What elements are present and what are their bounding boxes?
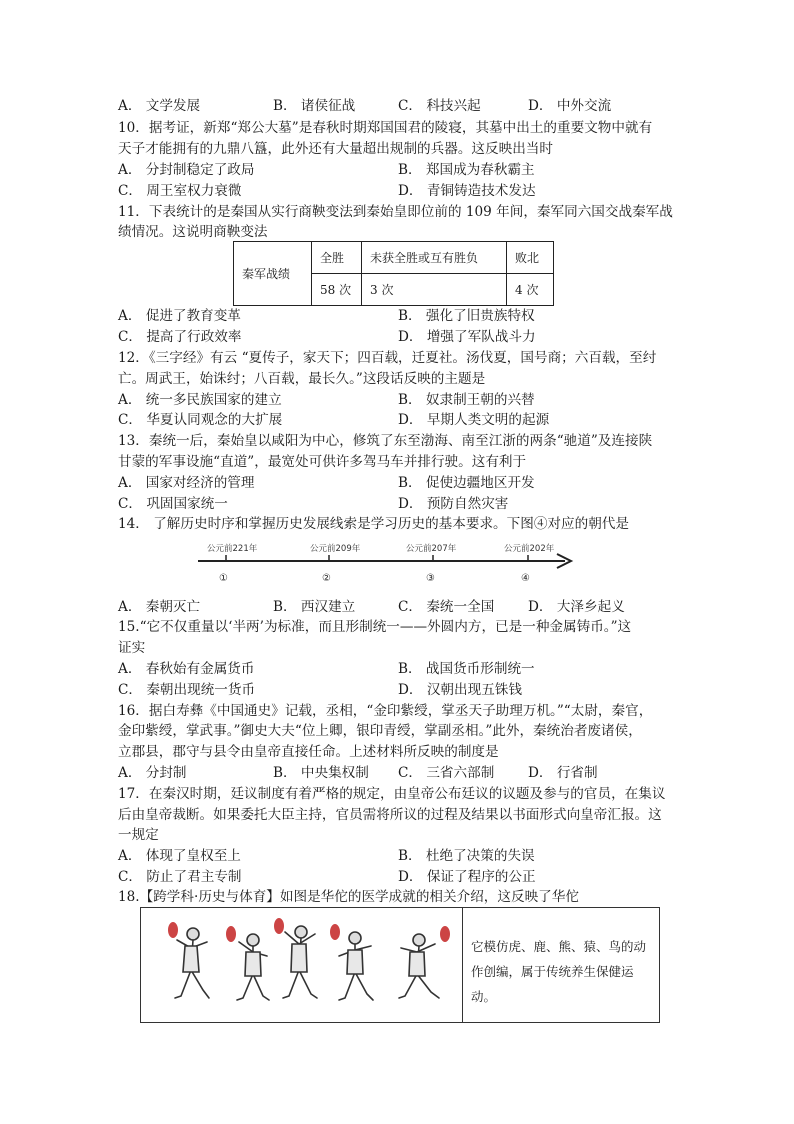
q12-option-b: B． 奴隶制王朝的兴替 bbox=[398, 392, 535, 408]
figure-caption bbox=[471, 934, 651, 1009]
table-header-full-victory: 全胜 bbox=[312, 242, 362, 274]
q13-stem-line: 13．秦统一后，秦始皇以咸阳为中心，修筑了东至渤海、南至江浙的两条“驰道”及连接陕 bbox=[118, 433, 653, 449]
q14-stem-line: 14． 了解历史时序和掌握历史发展线索是学习历史的基本要求。下图④对应的朝代是 bbox=[118, 516, 629, 532]
q10-stem-line: 10．据考证，新郑“郑公大墓”是春秋时期郑国国君的陵寝，其墓中出土的重要文物中就有 bbox=[118, 120, 653, 136]
q13-option-a: A． 国家对经济的管理 bbox=[118, 475, 255, 491]
timeline-year-label: 公元前202年 bbox=[504, 544, 555, 554]
q12-option-d: D． 早期人类文明的起源 bbox=[398, 412, 550, 428]
timeline-marker: ④ bbox=[521, 573, 530, 584]
q13-option-b: B． 促使边疆地区开发 bbox=[398, 475, 535, 491]
q16-stem-line: 16．据白寿彝《中国通史》记载，丞相，“金印紫绶，掌丞天子助理万机。”“太尉，秦官， bbox=[118, 703, 653, 719]
q9-option-c: C． 科技兴起 bbox=[398, 98, 481, 114]
timeline-year-label: 公元前221年 bbox=[207, 544, 258, 554]
q16-stem-line: 立郡县，郡守与县令由皇帝直接任命。上述材料所反映的制度是 bbox=[118, 744, 499, 760]
q10-stem-line: 天子才能拥有的九鼎八簋，此外还有大量超出规制的兵器。这反映出当时 bbox=[118, 141, 553, 157]
q17-stem-line: 一规定 bbox=[118, 827, 159, 843]
q12-stem-line: 12．《三字经》有云 “夏传子，家天下；四百载，迁夏社。汤伐夏，国号商；六百载，至纣 bbox=[118, 350, 657, 366]
q14-option-a: A． 秦朝灭亡 bbox=[118, 599, 201, 615]
timeline-marker: ① bbox=[219, 573, 228, 584]
q12-option-c: C． 华夏认同观念的大扩展 bbox=[118, 412, 283, 428]
q17-option-b: B． 杜绝了决策的失误 bbox=[398, 848, 535, 864]
q14-option-b: B． 西汉建立 bbox=[273, 599, 356, 615]
q11-stem-line: 绩情况。这说明商鞅变法 bbox=[118, 224, 268, 240]
timeline-figure bbox=[195, 540, 580, 588]
q16-stem-line: 金印紫绶，掌武事。”御史大夫“位上卿，银印青绶，掌副丞相。”此外，秦统治者废诸侯， bbox=[118, 723, 642, 739]
q10-option-d: D． 青铜铸造技术发达 bbox=[398, 183, 536, 199]
q18-stem-line: 18.【跨学科·历史与体育】如图是华佗的医学成就的相关介绍，这反映了华佗 bbox=[118, 889, 579, 905]
q17-stem-line: 17．在秦汉时期，廷议制度有着严格的规定，由皇帝公布廷议的议题及参与的官员，在集议 bbox=[118, 786, 666, 802]
q15-stem-line: 证实 bbox=[118, 640, 146, 656]
q15-stem-line: 15.“它不仅重量以‘半两’为标准，而且形制统一——外圆内方，已是一种金属铸币。”这 bbox=[118, 619, 632, 635]
timeline-marker: ③ bbox=[426, 573, 435, 584]
q16-option-c: C． 三省六部制 bbox=[398, 765, 495, 781]
q12-option-a: A． 统一多民族国家的建立 bbox=[118, 392, 282, 408]
q11-option-d: D． 增强了军队战斗力 bbox=[398, 329, 536, 345]
q11-option-a: A． 促进了教育变革 bbox=[118, 308, 241, 324]
q17-option-c: C． 防止了君主专制 bbox=[118, 869, 242, 885]
q11-stem-line: 11．下表统计的是秦国从实行商鞅变法到秦始皇即位前的 109 年间，秦军同六国交战秦军战 bbox=[118, 204, 673, 220]
q17-stem-line: 后由皇帝裁断。如果委托大臣主持，官员需将所议的过程及结果以书面形式向皇帝汇报。这 bbox=[118, 807, 662, 823]
wuqinxi-figure bbox=[140, 907, 660, 1023]
timeline-year-label: 公元前207年 bbox=[406, 544, 457, 554]
q9-option-a: A． 文学发展 bbox=[118, 98, 201, 114]
table-cell: 3 次 bbox=[362, 274, 507, 306]
timeline-marker: ② bbox=[322, 573, 331, 584]
table-cell: 4 次 bbox=[507, 274, 554, 306]
q12-stem-line: 亡。周武王，始诛纣；八百载，最长久。”这段话反映的主题是 bbox=[118, 371, 486, 387]
q13-stem-line: 甘蒙的军事设施“直道”，最宽处可供许多驾马车并排行驶。这有利于 bbox=[118, 454, 527, 470]
q15-option-b: B． 战国货币形制统一 bbox=[398, 661, 535, 677]
q15-option-d: D． 汉朝出现五铢钱 bbox=[398, 682, 522, 698]
table-cell: 58 次 bbox=[312, 274, 362, 306]
q16-option-b: B． 中央集权制 bbox=[273, 765, 369, 781]
q13-option-d: D． 预防自然灾害 bbox=[398, 496, 509, 512]
q13-option-c: C． 巩固国家统一 bbox=[118, 496, 228, 512]
q14-option-d: D． 大泽乡起义 bbox=[528, 599, 625, 615]
q15-option-a: A． 春秋始有金属货币 bbox=[118, 661, 255, 677]
caption-line: 作创编，属于传统养生保健运 bbox=[471, 964, 634, 979]
five-animal-exercise-illustration bbox=[149, 912, 457, 1018]
q10-option-a: A． 分封制稳定了政局 bbox=[118, 162, 255, 178]
q9-option-d: D． 中外交流 bbox=[528, 98, 612, 114]
q15-option-c: C． 秦朝出现统一货币 bbox=[118, 682, 256, 698]
q17-option-a: A． 体现了皇权至上 bbox=[118, 848, 241, 864]
figure-divider bbox=[462, 908, 463, 1022]
q10-option-b: B． 郑国成为春秋霸主 bbox=[398, 162, 535, 178]
table-header-defeat: 败北 bbox=[507, 242, 554, 274]
caption-line: 它模仿虎、鹿、熊、猿、鸟的动 bbox=[471, 939, 647, 954]
table-header-mixed-result: 未获全胜或互有胜负 bbox=[362, 242, 507, 274]
timeline-year-label: 公元前209年 bbox=[310, 544, 361, 554]
q11-option-c: C． 提高了行政效率 bbox=[118, 329, 242, 345]
caption-line: 动。 bbox=[471, 989, 497, 1004]
q10-option-c: C． 周王室权力衰微 bbox=[118, 183, 242, 199]
q14-option-c: C． 秦统一全国 bbox=[398, 599, 495, 615]
q17-option-d: D． 保证了程序的公正 bbox=[398, 869, 536, 885]
q16-option-d: D． 行省制 bbox=[528, 765, 598, 781]
qin-battle-record-table bbox=[233, 241, 554, 306]
table-row-header: 秦军战绩 bbox=[234, 242, 312, 306]
q11-option-b: B． 强化了旧贵族特权 bbox=[398, 308, 535, 324]
q16-option-a: A． 分封制 bbox=[118, 765, 187, 781]
q9-option-b: B． 诸侯征战 bbox=[273, 98, 356, 114]
